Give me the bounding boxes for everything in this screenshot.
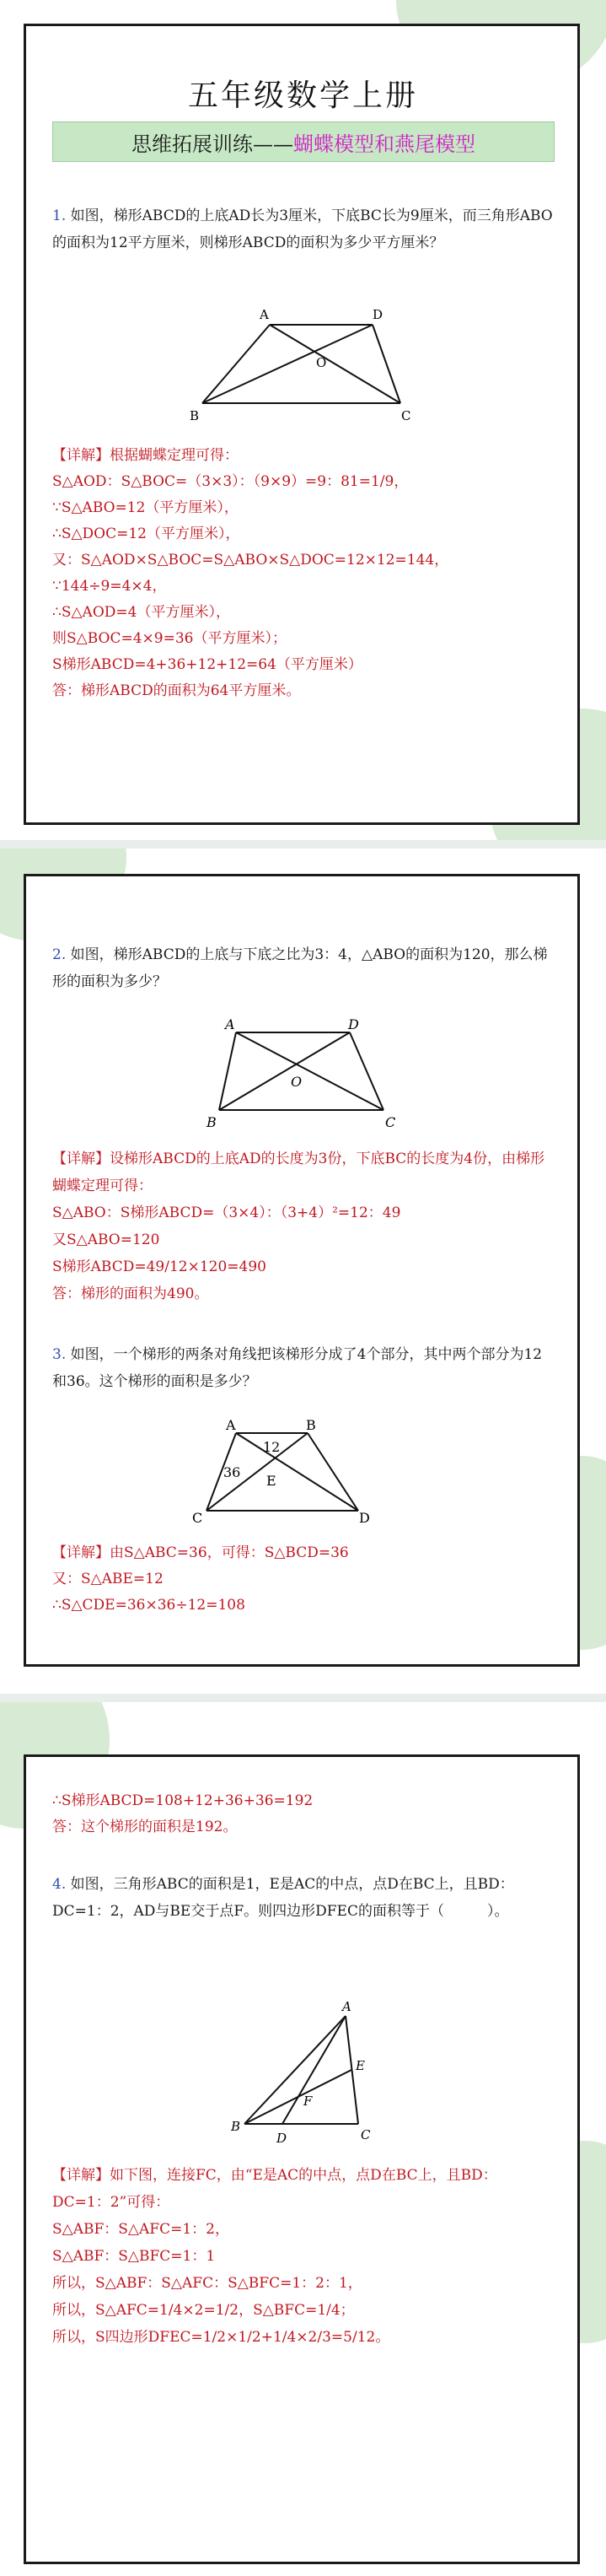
area-label-36: 36	[223, 1464, 241, 1480]
question-4	[52, 1871, 555, 1925]
solution-line: S△ABO：S梯形ABCD=（3×4）：（3+4）²=12：49	[52, 1204, 401, 1221]
label-d: D	[359, 1510, 370, 1526]
question-2	[52, 941, 555, 995]
question-number: 1.	[52, 207, 67, 224]
label-d: D	[276, 2131, 287, 2146]
label-b: B	[190, 408, 200, 423]
solution-4	[52, 2162, 555, 2351]
solution-3	[52, 1540, 555, 1619]
label-c: C	[385, 1114, 396, 1130]
solution-line: 【详解】由S△ABC=36，可得：S△BCD=36	[52, 1544, 349, 1561]
solution-line: 所以，S四边形DFEC=1/2×1/2+1/4×2/3=5/12。	[52, 2329, 390, 2346]
trapezoid-figure-3	[177, 1409, 396, 1528]
label-b: B	[206, 1114, 217, 1130]
label-c: C	[361, 2127, 371, 2142]
question-number: 4.	[52, 1876, 67, 1893]
label-b: B	[231, 2119, 241, 2134]
solution-line: 【详解】设梯形ABCD的上底AD的长度为3份，下底BC的长度为4份，由梯形蝴蝶定理可得：	[52, 1151, 545, 1194]
label-d: D	[373, 307, 383, 322]
question-number: 3.	[52, 1346, 67, 1363]
page-2	[0, 849, 606, 1694]
banner-topic: 蝴蝶模型和燕尾模型	[293, 132, 475, 156]
solution-line: S梯形ABCD=4+36+12+12=64（平方厘米）	[52, 656, 362, 673]
question-3	[52, 1341, 555, 1395]
area-label-12: 12	[263, 1439, 281, 1455]
solution-line: ∵144÷9=4×4，	[52, 578, 167, 595]
label-e: E	[356, 2058, 365, 2073]
solution-line: ∵S△ABO=12（平方厘米），	[52, 499, 239, 516]
question-number: 2.	[52, 946, 67, 963]
banner-text: 思维拓展训练——	[131, 132, 293, 156]
solution-line: S梯形ABCD=49/12×120=490	[52, 1258, 266, 1275]
topic-banner	[52, 121, 555, 162]
question-text: 如图，三角形ABC的面积是1，E是AC的中点，点D在BC上，且BD：DC=1：2，AD与BE交于点F。则四边形DFEC的面积等于（ ）。	[52, 1876, 514, 1920]
solution-line: 所以，S△AFC=1/4×2=1/2，S△BFC=1/4；	[52, 2302, 355, 2319]
page-1	[0, 0, 606, 840]
label-d: D	[348, 1016, 359, 1032]
trapezoid-figure-2	[190, 1009, 417, 1135]
label-a: A	[225, 1016, 235, 1032]
solution-line: ∴S△CDE=36×36÷12=108	[52, 1597, 245, 1614]
solution-line: S△AOD：S△BOC=（3×3）：（9×9）=9：81=1/9，	[52, 473, 409, 490]
label-f: F	[303, 2094, 313, 2109]
label-a: A	[260, 307, 269, 322]
label-a: A	[226, 1417, 236, 1433]
label-b: B	[306, 1417, 316, 1433]
label-e: E	[266, 1473, 276, 1489]
solution-1	[52, 443, 555, 704]
solution-line: ∴S△DOC=12（平方厘米），	[52, 525, 240, 542]
solution-line: 又S△ABO=120	[52, 1231, 160, 1248]
question-1	[52, 202, 555, 256]
trapezoid-figure-1	[185, 304, 430, 430]
solution-line: 则S△BOC=4×9=36（平方厘米）；	[52, 630, 287, 647]
solution-line: 又：S△AOD×S△BOC=S△ABO×S△DOC=12×12=144，	[52, 552, 449, 569]
solution-line: 答：这个梯形的面积是192。	[52, 1819, 238, 1835]
solution-line: S△ABF：S△AFC=1：2，	[52, 2221, 229, 2238]
solution-line: ∴S梯形ABCD=108+12+36+36=192	[52, 1792, 314, 1809]
label-o: O	[291, 1074, 303, 1090]
page-3	[0, 1702, 606, 2576]
solution-line: 答：梯形ABCD的面积为64平方厘米。	[52, 682, 301, 699]
triangle-figure-4	[219, 1997, 388, 2149]
solution-line: 【详解】如下图，连接FC，由“E是AC的中点，点D在BC上，且BD：DC=1：2”可得：	[52, 2167, 497, 2211]
solution-line: 【详解】根据蝴蝶定理可得：	[52, 447, 239, 464]
question-text: 如图，梯形ABCD的上底AD长为3厘米，下底BC长为9厘米，而三角形ABO的面积为12平方厘米，则梯形ABCD的面积为多少平方厘米？	[52, 207, 553, 251]
solution-line: 又：S△ABE=12	[52, 1571, 164, 1587]
solution-3-continued	[52, 1788, 555, 1840]
solution-line: 答：梯形的面积为490。	[52, 1285, 209, 1302]
question-text: 如图，梯形ABCD的上底与下底之比为3：4，△ABO的面积为120，那么梯形的面积为多少？	[52, 946, 548, 990]
question-text: 如图，一个梯形的两条对角线把该梯形分成了4个部分，其中两个部分为12和36。这个梯形的面积是多少？	[52, 1346, 543, 1390]
solution-line: 所以，S△ABF：S△AFC：S△BFC=1：2：1，	[52, 2275, 362, 2292]
solution-line: S△ABF：S△BFC=1：1	[52, 2248, 216, 2265]
label-a: A	[342, 1999, 351, 2014]
solution-line: ∴S△AOD=4（平方厘米），	[52, 604, 230, 621]
solution-2	[52, 1145, 555, 1307]
page-title: 五年级数学上册	[187, 78, 418, 113]
label-c: C	[192, 1510, 203, 1526]
label-c: C	[401, 408, 411, 423]
label-o: O	[316, 355, 327, 370]
